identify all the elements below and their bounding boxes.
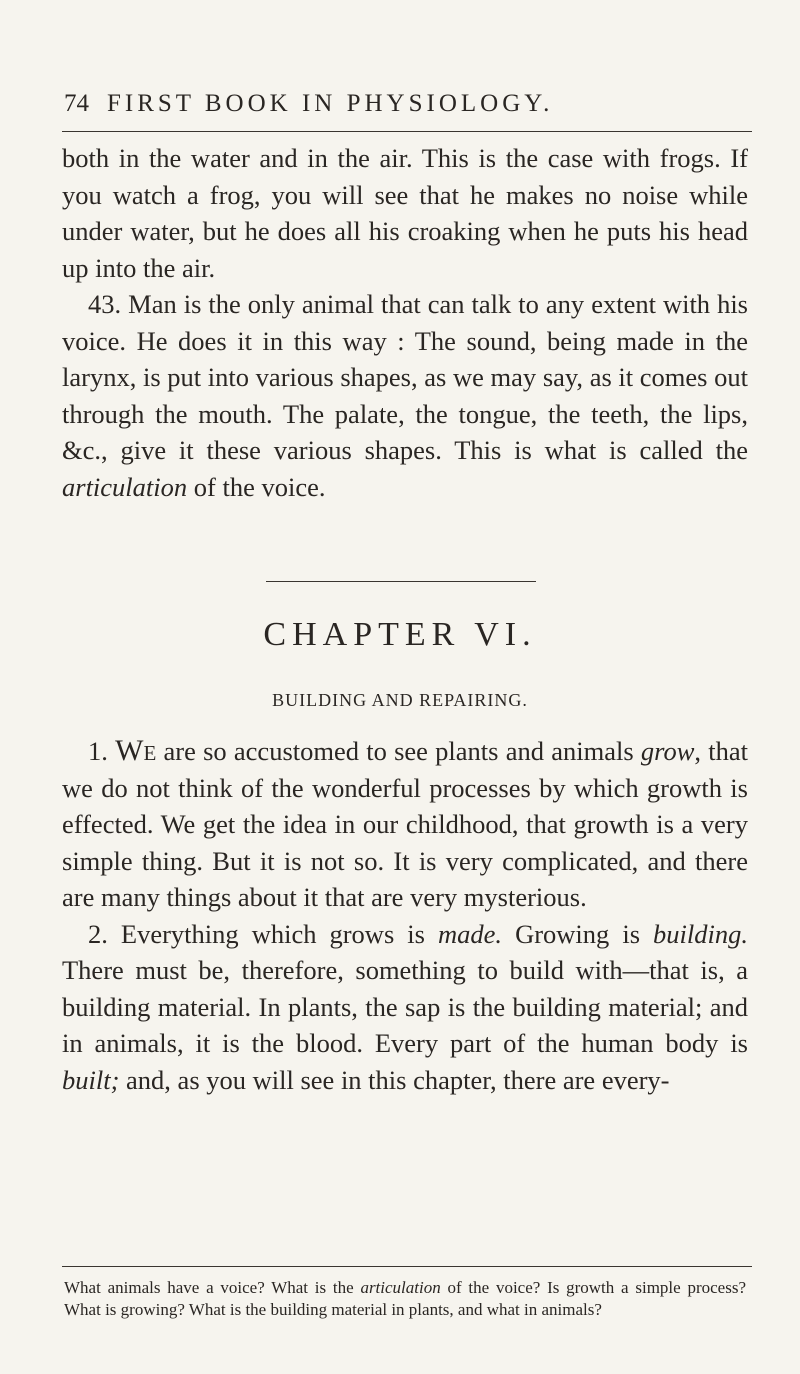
paragraph-2: 2. Everything which grows is made. Growing is building. There must be, therefore, something to build with—that is, a building material. In plants, the sap is the building material; and in animals, it is the blood. Every part of the human body is built; and, as you will see in this chapter, there are every- [62, 918, 749, 1095]
book-title: FIRST BOOK IN PHYSIOLOGY. [107, 90, 554, 117]
term-articulation: articulation [62, 471, 188, 502]
chapter-body [62, 733, 748, 1098]
chapter-subtitle: BUILDING AND REPAIRING. [272, 690, 528, 710]
page-number: 74 [64, 90, 89, 117]
paragraph-1: 1. We are so accustomed to see plants and animals grow, that we do not think of the wonderful processes by which growth is effected. We get the idea in our childhood, that growth is a very simple thing. But it is not so. It is very complicated, and there are many things about it that are very mysterious. [62, 734, 748, 912]
footer-rule [62, 1266, 752, 1267]
chapter-title: CHAPTER VI. [263, 616, 537, 653]
running-head [64, 90, 754, 118]
top-text-block [62, 140, 748, 505]
review-questions: What animals have a voice? What is the articulation of the voice? Is growth a simple process? What is growing? What is the building material in plants, and what in animals? [64, 1278, 746, 1319]
paragraph-43: 43. Man is the only animal that can talk to any extent with his voice. He does it in this way : The sound, being made in the larynx, is put into various shapes, as we may say, as it comes out through the mouth. The palate, the tongue, the teeth, the lips, &c., give it these various shapes. This is what is called the articulation of the voice. [62, 289, 748, 502]
chapter-divider [266, 581, 536, 582]
header-rule [62, 131, 752, 132]
paragraph-continuation: both in the water and in the air. This is the case with frogs. If you watch a frog, you will see that he makes no noise while under water, but he does all his croaking when he puts his head up into the air. [62, 143, 748, 283]
